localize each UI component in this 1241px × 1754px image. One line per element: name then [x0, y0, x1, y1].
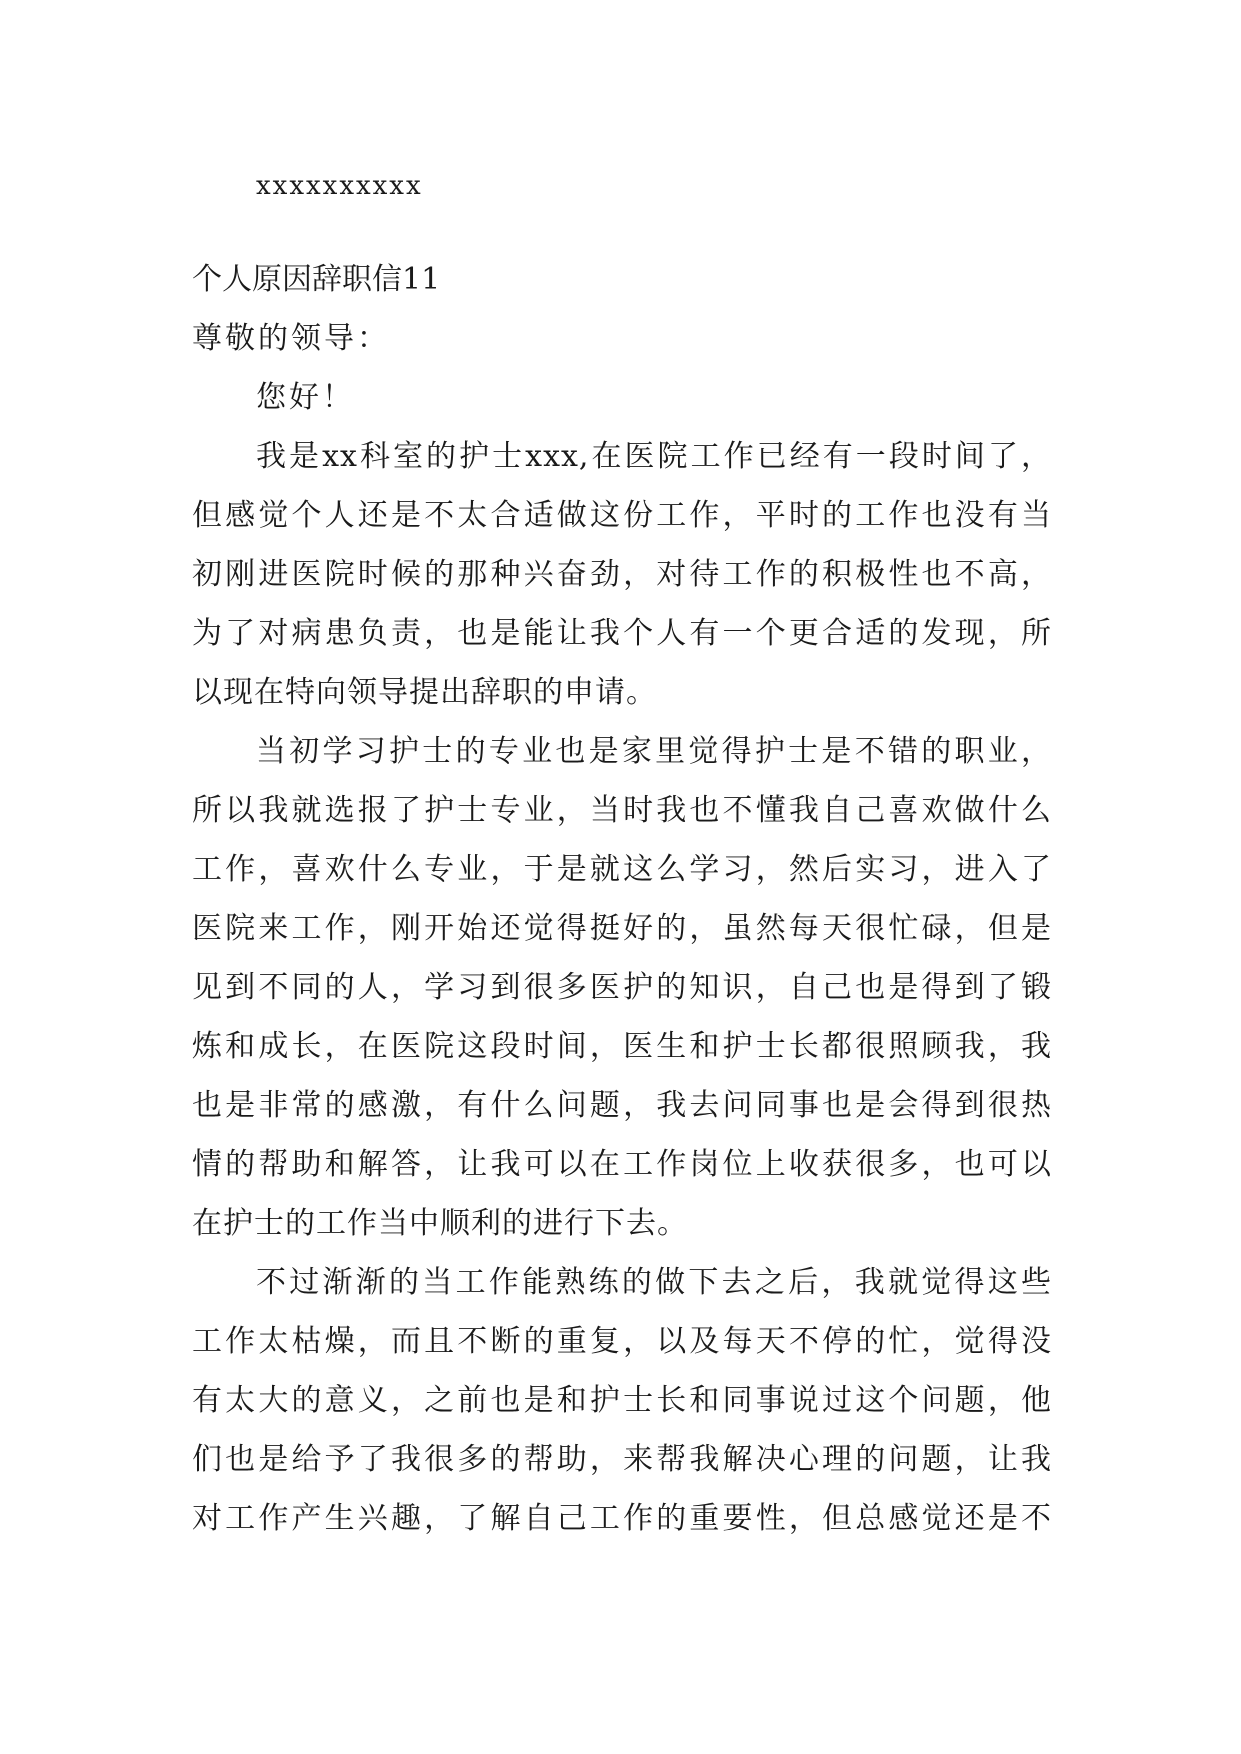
paragraph-line: 有太大的意义，之前也是和护士长和同事说过这个问题，他 — [192, 1383, 1052, 1418]
letter-title: 个人原因辞职信11 — [192, 262, 441, 297]
paragraph-3 — [192, 1253, 1052, 1548]
greeting: 您好！ — [256, 380, 355, 415]
header-mark: xxxxxxxxxx — [256, 171, 423, 201]
paragraph-line: 当初学习护士的专业也是家里觉得护士是不错的职业， — [256, 734, 1052, 769]
paragraph-line: 所以我就选报了护士专业，当时我也不懂我自己喜欢做什么 — [192, 793, 1052, 828]
paragraph-line: 对工作产生兴趣，了解自己工作的重要性，但总感觉还是不 — [192, 1501, 1052, 1536]
paragraph-line: 也是非常的感激，有什么问题，我去问同事也是会得到很热 — [192, 1088, 1052, 1123]
paragraph-line: 为了对病患负责，也是能让我个人有一个更合适的发现，所 — [192, 616, 1052, 651]
paragraph-line: 以现在特向领导提出辞职的申请。 — [192, 675, 657, 710]
paragraph-line: 炼和成长，在医院这段时间，医生和护士长都很照顾我，我 — [192, 1029, 1052, 1064]
paragraph-line: 工作太枯燥，而且不断的重复，以及每天不停的忙，觉得没 — [192, 1324, 1052, 1359]
paragraph-line: 不过渐渐的当工作能熟练的做下去之后，我就觉得这些 — [256, 1265, 1052, 1300]
paragraph-line: 情的帮助和解答，让我可以在工作岗位上收获很多，也可以 — [192, 1147, 1052, 1182]
paragraph-line: 医院来工作，刚开始还觉得挺好的，虽然每天很忙碌，但是 — [192, 911, 1052, 946]
paragraph-line: 初刚进医院时候的那种兴奋劲，对待工作的积极性也不高， — [192, 557, 1052, 592]
paragraph-line: 见到不同的人，学习到很多医护的知识，自己也是得到了锻 — [192, 970, 1052, 1005]
salutation: 尊敬的领导： — [192, 321, 390, 356]
paragraph-line: 但感觉个人还是不太合适做这份工作，平时的工作也没有当 — [192, 498, 1052, 533]
paragraph-1 — [192, 427, 1052, 722]
paragraph-line: 我是xx科室的护士xxx,在医院工作已经有一段时间了， — [256, 439, 1052, 474]
paragraph-2 — [192, 722, 1052, 1253]
paragraph-line: 们也是给予了我很多的帮助，来帮我解决心理的问题，让我 — [192, 1442, 1052, 1477]
paragraph-line: 在护士的工作当中顺利的进行下去。 — [192, 1206, 688, 1241]
letter-body — [192, 250, 1052, 1548]
paragraph-line: 工作，喜欢什么专业，于是就这么学习，然后实习，进入了 — [192, 852, 1052, 887]
